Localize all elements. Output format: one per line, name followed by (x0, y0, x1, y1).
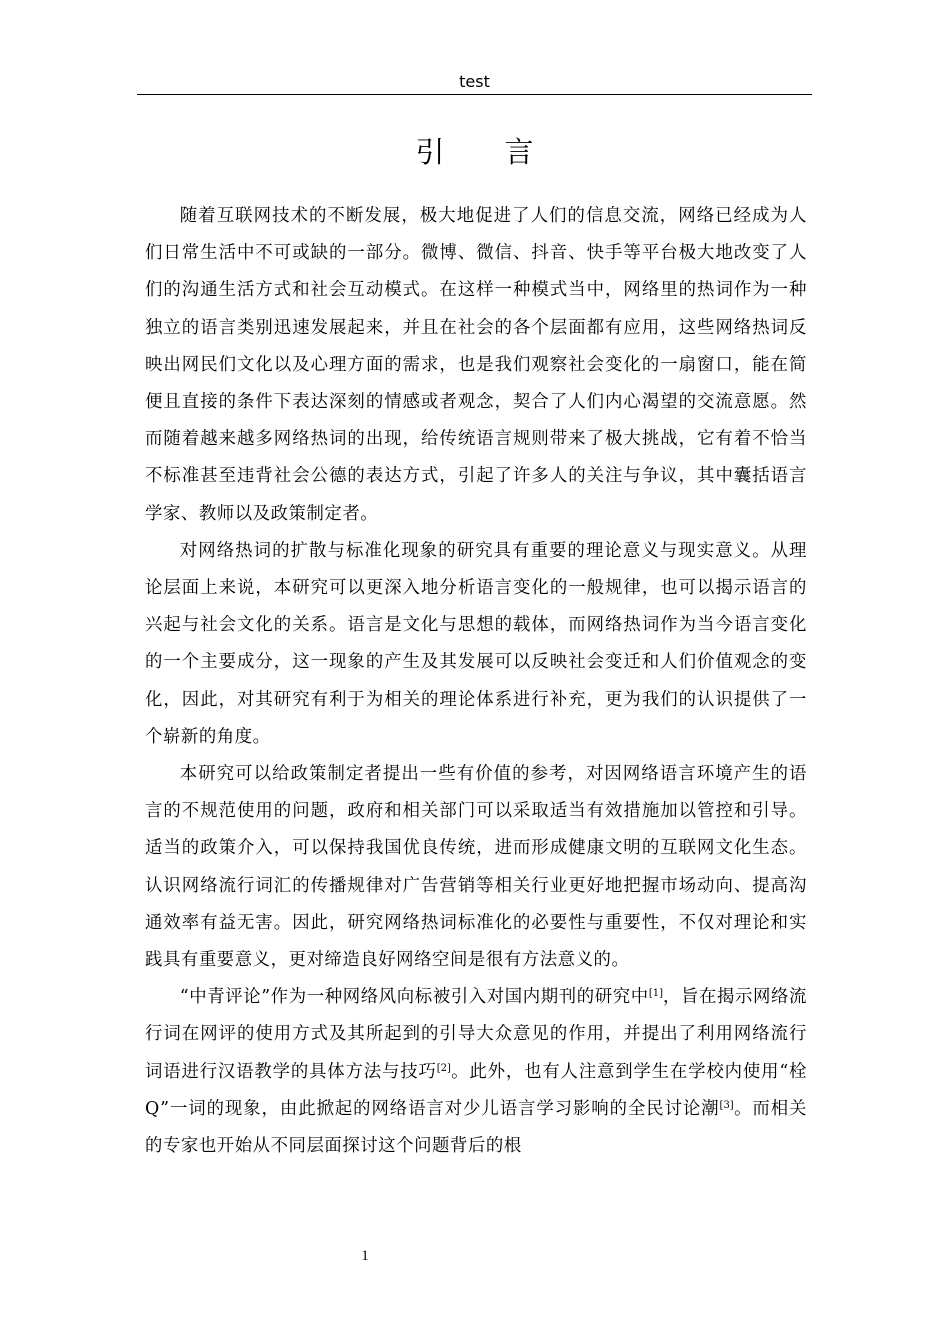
paragraph-2: 对网络热词的扩散与标准化现象的研究具有重要的理论意义与现实意义。从理论层面上来说，本研究可以更深入地分析语言变化的一般规律，也可以揭示语言的兴起与社会文化的关系。语言是文化与思想的载体，而网络热词作为当今语言变化的一个主要成分，这一现象的产生及其发展可以反映社会变迁和人们价值观念的变化，因此，对其研究有利于为相关的理论体系进行补充，更为我们的认识提供了一个崭新的角度。 (145, 540, 807, 747)
paragraph-4 (145, 979, 807, 1165)
paragraph-4-part-1: “中青评论”作为一种网络风向标被引入对国内期刊的研究中 (179, 987, 649, 1008)
paragraph-3: 本研究可以给政策制定者提出一些有价值的参考，对因网络语言环境产生的语言的不规范使用的问题，政府和相关部门可以采取适当有效措施加以管控和引导。适当的政策介入，可以保持我国优良传统，进而形成健康文明的互联网文化生态。认识网络流行词汇的传播规律对广告营销等相关行业更好地把握市场动向、提高沟通效率有益无害。因此，研究网络热词标准化的必要性与重要性，不仅对理论和实践具有重要意义，更对缔造良好网络空间是很有方法意义的。 (145, 764, 807, 971)
page-number: 1 (361, 1248, 369, 1264)
header-rule (137, 94, 812, 95)
paragraph-4-part-2: ，旨在揭示网络流行词在网评的使用方式及其所起到的引导大众意见的作用，并提出了利用网络流行词语进行汉语教学的具体方法与技巧 (145, 987, 807, 1082)
section-title-char-1: 引 (415, 135, 445, 169)
section-title-char-2: 言 (504, 135, 534, 169)
paragraph-1: 随着互联网技术的不断发展，极大地促进了人们的信息交流，网络已经成为人们日常生活中不可或缺的一部分。微博、微信、抖音、快手等平台极大地改变了人们的沟通生活方式和社会互动模式。在这样一种模式当中，网络里的热词作为一种独立的语言类别迅速发展起来，并且在社会的各个层面都有应用，这些网络热词反映出网民们文化以及心理方面的需求，也是我们观察社会变化的一扇窗口，能在简便且直接的条件下表达深刻的情感或者观念，契合了人们内心渴望的交流意愿。然而随着越来越多网络热词的出现，给传统语言规则带来了极大挑战，它有着不恰当不标准甚至违背社会公德的表达方式，引起了许多人的关注与争议，其中囊括语言学家、教师以及政策制定者。 (145, 206, 807, 524)
citation-ref-3: [3] (719, 1099, 734, 1111)
citation-ref-1: [1] (648, 988, 663, 1000)
page-header: test (459, 72, 490, 91)
section-title (137, 128, 812, 176)
paragraph-4-part-4: 。而相关的专家也开始从不同层面探讨这个问题背后的根 (145, 1098, 807, 1157)
body-text (145, 198, 807, 1165)
citation-ref-2: [2] (436, 1062, 451, 1074)
paragraph-4-part-3: 。此外，也有人注意到学生在学校内使用“栓Q”一词的现象，由此掀起的网络语言对少儿语言学习影响的全民讨论潮 (145, 1061, 807, 1119)
